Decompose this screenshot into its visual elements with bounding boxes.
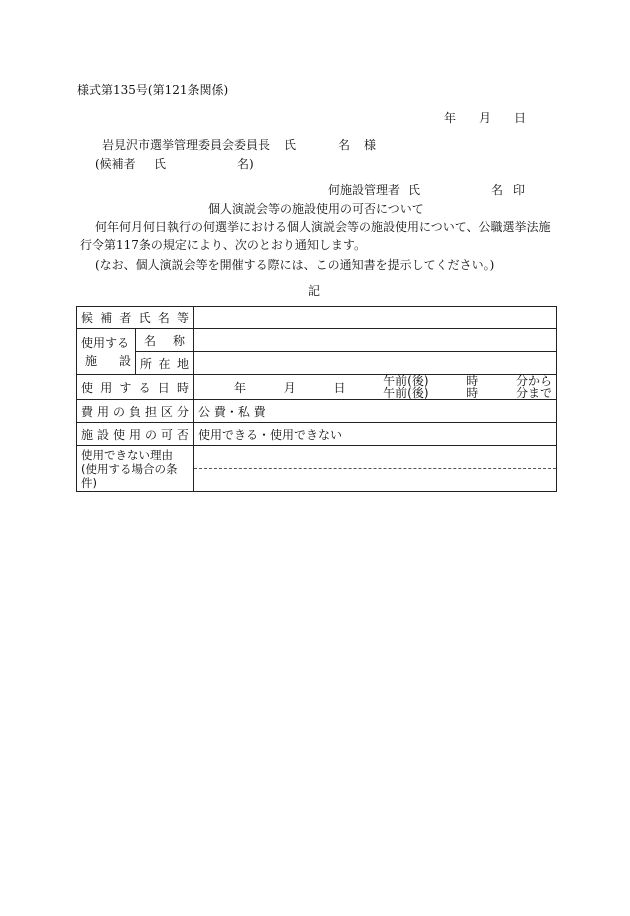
reason-blank-line xyxy=(194,469,556,491)
body-line-2: 行令第117条の規定により、次のとおり通知します。 xyxy=(80,238,366,252)
label-char: 等 xyxy=(176,311,189,325)
label-char: の xyxy=(144,427,157,442)
datetime-day: 日 xyxy=(333,380,346,395)
date-month: 月 xyxy=(478,111,491,125)
label-char: 地 xyxy=(176,356,189,371)
datetime-value xyxy=(194,375,557,400)
candidate-label: (候補者 xyxy=(95,157,136,171)
datetime-hour-end: 時 xyxy=(466,386,479,400)
label-char: 可 xyxy=(160,427,173,442)
datetime-hour xyxy=(466,375,478,399)
row-permit xyxy=(77,423,557,446)
facility-address-value xyxy=(194,352,557,375)
facility-label-shi: 施 xyxy=(85,353,98,368)
reason-label-line1: 使用できない理由 xyxy=(81,448,173,462)
candidate-name-label xyxy=(77,307,194,329)
sender-mei: 名 xyxy=(491,183,504,197)
datetime-label-text xyxy=(81,379,189,396)
addressee-sama: 様 xyxy=(364,138,377,152)
candidate-mei: 名) xyxy=(237,157,254,171)
label-char: 称 xyxy=(172,333,185,348)
facility-label-setsu: 設 xyxy=(118,353,131,368)
permit-value: 使用できる・使用できない xyxy=(194,423,557,446)
notice-table xyxy=(76,306,557,492)
label-char: 日 xyxy=(157,380,170,395)
label-char: 区 xyxy=(160,404,173,419)
datetime-label xyxy=(77,375,194,400)
datetime-minute-start: 分から xyxy=(515,374,552,388)
sender-title: 何施設管理者 xyxy=(328,183,401,197)
reason-dashed-line xyxy=(194,446,556,469)
label-char: 用 xyxy=(96,404,109,419)
facility-name-label xyxy=(136,329,194,352)
label-char: 使 xyxy=(112,427,125,442)
candidate-name-label-text xyxy=(81,309,189,326)
label-char: 時 xyxy=(176,380,189,395)
label-char: 者 xyxy=(119,311,132,325)
document-title: 個人演説会等の施設使用の可否について xyxy=(208,202,424,216)
label-char: 氏 xyxy=(138,311,151,325)
sender-in: 印 xyxy=(513,183,526,197)
candidate-name-value xyxy=(194,307,557,329)
permit-label xyxy=(77,423,194,446)
reason-label xyxy=(77,446,194,492)
datetime-hour-start: 時 xyxy=(466,374,479,388)
row-reason xyxy=(77,446,557,492)
label-char: 用 xyxy=(128,427,141,442)
addressee-title: 岩見沢市選挙管理委員会委員長 xyxy=(102,138,271,152)
label-char: す xyxy=(119,380,132,395)
label-char: 名 xyxy=(144,333,157,348)
label-char: 使 xyxy=(81,380,94,395)
date-day: 日 xyxy=(513,111,526,125)
datetime-year: 年 xyxy=(234,380,247,395)
row-facility-name xyxy=(77,329,557,352)
row-facility-address xyxy=(77,352,557,375)
cost-label-text xyxy=(81,403,189,420)
label-char: 用 xyxy=(100,380,113,395)
sender-shi: 氏 xyxy=(408,183,421,197)
row-cost xyxy=(77,400,557,423)
facility-name-value xyxy=(194,329,557,352)
form-number: 様式第135号(第121条関係) xyxy=(77,83,229,97)
sender-line xyxy=(328,182,528,198)
datetime-month: 月 xyxy=(283,380,296,395)
addressee-line xyxy=(102,137,377,153)
label-char: 負 xyxy=(128,404,141,419)
cost-label xyxy=(77,400,194,423)
label-char: 補 xyxy=(100,311,113,325)
label-char: 設 xyxy=(96,427,109,442)
row-candidate xyxy=(77,307,557,329)
label-char: 費 xyxy=(81,404,94,419)
label-char: 担 xyxy=(144,404,157,419)
reason-label-line3: 件) xyxy=(81,476,97,490)
label-char: 在 xyxy=(158,356,171,371)
candidate-shi: 氏 xyxy=(154,157,167,171)
label-char: 施 xyxy=(81,427,94,442)
datetime-minute-end: 分まで xyxy=(515,386,552,400)
label-char: 候 xyxy=(81,311,94,325)
datetime-ampm xyxy=(383,375,428,399)
facility-address-label xyxy=(136,352,194,375)
facility-label xyxy=(77,329,136,375)
facility-label-line1: 使用する xyxy=(81,335,130,350)
label-char: 所 xyxy=(140,356,153,371)
datetime-fields xyxy=(234,375,552,399)
facility-name-label-text xyxy=(140,332,189,349)
addressee-shi: 氏 xyxy=(284,138,297,152)
label-char: の xyxy=(112,404,125,419)
datetime-ampm-end: 午前(後) xyxy=(383,386,429,400)
datetime-ampm-start: 午前(後) xyxy=(383,374,429,388)
candidate-line xyxy=(95,156,265,172)
date-line xyxy=(444,110,526,126)
ki-label: 記 xyxy=(308,284,321,298)
label-char: 名 xyxy=(157,311,170,325)
datetime-minute xyxy=(516,375,552,399)
facility-label-line2 xyxy=(81,352,131,370)
cost-value: 公 費・私 費 xyxy=(194,400,557,423)
addressee-mei: 名 xyxy=(338,138,351,152)
label-char: る xyxy=(138,380,151,395)
body-note: (なお、個人演説会等を開催する際には、この通知書を提示してください。) xyxy=(95,258,495,272)
label-char: 分 xyxy=(176,404,189,419)
reason-label-line2: (使用する場合の条 xyxy=(81,462,178,476)
reason-value xyxy=(194,446,557,492)
permit-label-text xyxy=(81,426,189,443)
body-line-1: 何年何月何日執行の何選挙における個人演説会等の施設使用について、公職選挙法施 xyxy=(95,220,551,234)
label-char: 否 xyxy=(176,427,189,442)
facility-address-label-text xyxy=(140,355,189,372)
date-year: 年 xyxy=(444,111,457,125)
row-datetime xyxy=(77,375,557,400)
